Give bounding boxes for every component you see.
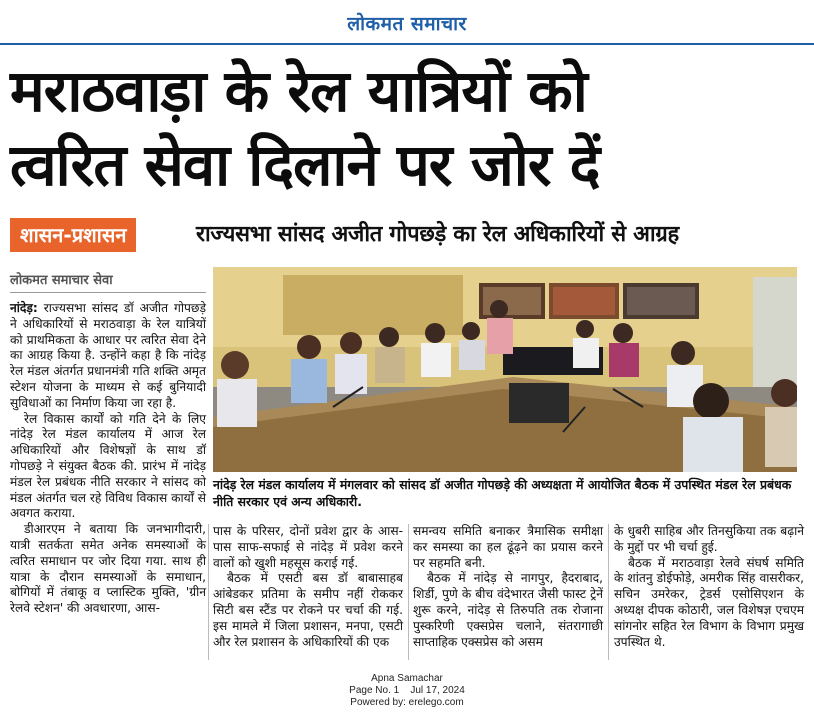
meeting-photo xyxy=(213,267,797,472)
paragraph: समन्वय समिति बनाकर त्रैमासिक समीक्षा कर समस्या का हल ढूंढ़ने का प्रयास करने पर सहमति बनी. xyxy=(413,524,603,570)
column-divider xyxy=(608,524,609,660)
article-column-4 xyxy=(614,524,804,650)
article-column-3 xyxy=(413,524,603,650)
paragraph-text: राज्यसभा सांसद डॉ अजीत गोपछड़े ने अधिकारियों से मराठवाड़ा के रेल यात्रियों को प्राथमिकता के आधार पर त्वरित सेवा देने का आग्रह किया है. उन्होंने कहा है कि नांदेड़ रेल मंडल अंतर्गत प्रधानमंत्री गति शक्ति अमृत स्टेशन योजना के माध्यम से कई बुनियादी सुविधाओं का निर्माण किया जा रहा है. xyxy=(10,301,206,410)
meeting-photo-illustration xyxy=(213,267,797,472)
article-column-2 xyxy=(213,524,403,650)
footer-publication: Apna Samachar xyxy=(371,673,443,684)
subheadline: राज्यसभा सांसद अजीत गोपछड़े का रेल अधिकारियों से आग्रह xyxy=(196,222,679,247)
paragraph: रेल विकास कार्यों को गति देने के लिए नांदेड़ रेल मंडल कार्यालय में आज रेल अधिकारियों और विशेषज्ञों के साथ डॉ गोपछड़े ने संयुक्त बैठक की. प्रारंभ में नांदेड़ मंडल रेल प्रबंधक नीति सरकार ने सांसद को मंडल अंतर्गत चल रहे विविध विकास कार्यों से अवगत कराया. xyxy=(10,411,206,521)
footer xyxy=(0,673,814,709)
column-divider xyxy=(408,524,409,660)
masthead-title: लोकमत समाचार xyxy=(347,13,467,35)
byline: लोकमत समाचार सेवा xyxy=(10,270,206,293)
section-kicker: शासन-प्रशासन xyxy=(10,218,136,252)
paragraph: डीआरएम ने बताया कि जनभागीदारी, यात्री सतर्कता समेत अनेक समस्याओं के त्वरित समाधान पर जोर दिया गया. साथ ही यात्रा के दौरान समस्याओं के समाधान, बोगियों में तंबाकू व प्लास्टिक मुक्ति, 'ग्रीन रेलवे स्टेशन' की अवधारणा, आस- xyxy=(10,522,206,616)
paragraph: पास के परिसर, दोनों प्रवेश द्वार के आस-पास साफ-सफाई से नांदेड़ में प्रवेश करने वालों को खुशी महसूस कराई गई. xyxy=(213,524,403,570)
masthead-rule xyxy=(0,43,814,45)
footer-page-date: Page No. 1 Jul 17, 2024 xyxy=(349,685,465,696)
article-column-1 xyxy=(10,301,206,617)
paragraph xyxy=(10,301,206,412)
paragraph: बैठक में एसटी बस डॉ बाबासाहब आंबेडकर प्रतिमा के समीप नहीं रोककर सिटी बस स्टैंड पर रोकने पर चर्चा की गई. इस मामले में जिला प्रशासन, मनपा, एसटी और रेल प्रशासन के अधिकारियों की एक xyxy=(213,571,403,649)
footer-powered-by: Powered by: erelego.com xyxy=(350,697,464,708)
paragraph: बैठक में मराठवाड़ा रेलवे संघर्ष समिति के शांतनु डोईफोड़े, अमरीक सिंह वासरीकर, सचिन उमरेकर, ट्रेडर्स एसोसिएशन के अध्यक्ष दीपक कोठारी, जल विशेषज्ञ एचएम सांगनोर सहित रेल विभाग के विभाग प्रमुख उपस्थित थे. xyxy=(614,555,804,649)
column-divider xyxy=(208,524,209,660)
paragraph: के धुबरी साहिब और तिनसुकिया तक बढ़ाने के मुद्दों पर भी चर्चा हुई. xyxy=(614,524,804,554)
masthead xyxy=(0,0,814,44)
headline xyxy=(10,54,810,202)
paragraph: बैठक में नांदेड़ से नागपुर, हैदराबाद, शिर्डी, पुणे के बीच वंदेभारत जैसी फास्ट ट्रेनें शुरू करने, नांदेड़ से तिरुपति तक रोजाना पुस्करिणी एक्सप्रेस चलाने, संतरागाछी साप्ताहिक एक्सप्रेस को असम xyxy=(413,571,603,649)
headline-line-1: मराठवाड़ा के रेल यात्रियों को xyxy=(10,57,587,125)
headline-line-2: त्वरित सेवा दिलाने पर जोर दें xyxy=(10,131,600,199)
photo-caption: नांदेड़ रेल मंडल कार्यालय में मंगलवार को सांसद डॉ अजीत गोपछड़े की अध्यक्षता में आयोजित बैठक में उपस्थित मंडल रेल प्रबंधक नीति सरकार एवं अन्य अधिकारी. xyxy=(213,477,792,509)
dateline: नांदेड़: xyxy=(10,301,38,315)
